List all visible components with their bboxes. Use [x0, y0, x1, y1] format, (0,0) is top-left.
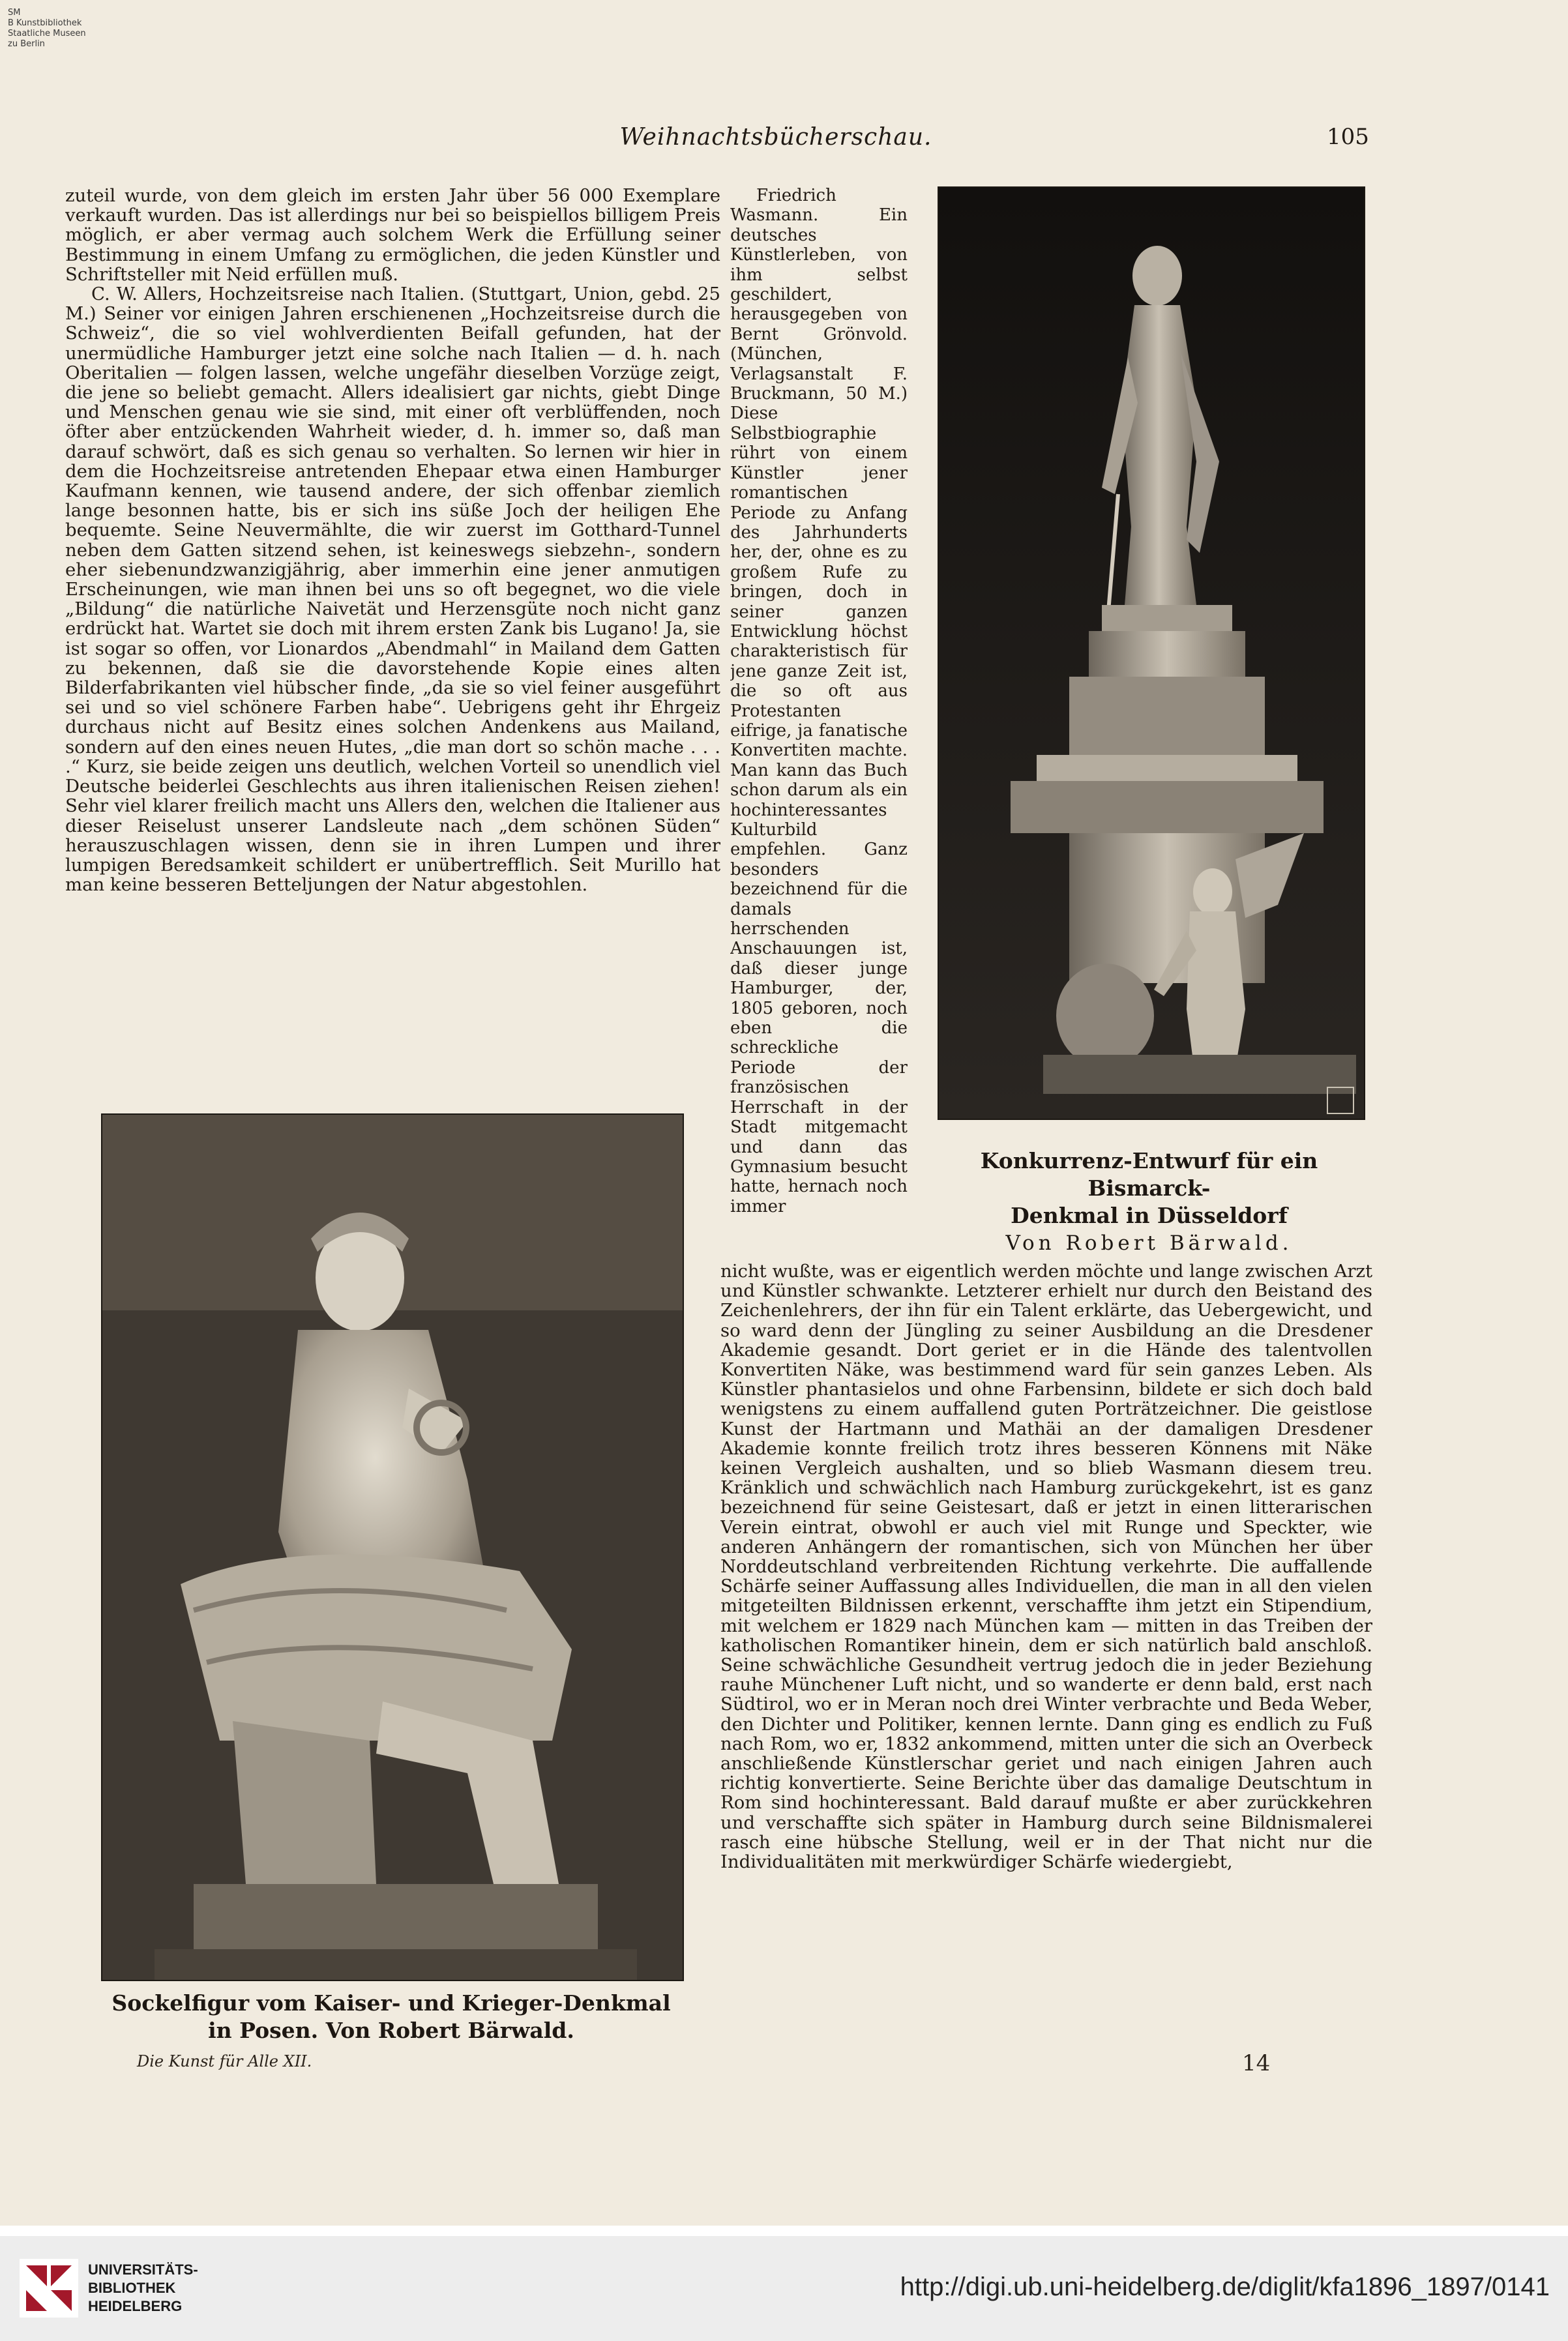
library-name	[88, 2261, 198, 2316]
sockel-figure-photo	[101, 1113, 684, 1981]
running-header	[65, 124, 1369, 163]
sockel-caption	[101, 1990, 681, 2044]
caption-line: Denkmal in Düsseldorf	[1011, 1203, 1288, 1228]
stamp-line: B Kunstbibliothek	[8, 18, 82, 28]
library-stamp	[8, 8, 138, 50]
library-footer-bar	[0, 2236, 1568, 2341]
stamp-line: Staatliche Museen	[8, 29, 86, 38]
paragraph: nicht wußte, was er eigentlich werden möchte und lange zwischen Arzt und Künstler schwankte. Letzterer erhielt nur durch den Beistand des Zeichenlehrers, der ihn für ein Talent erklärte, das Uebergewicht, und so ward denn der Jüngling zu seiner Ausbildung an die Dresdener Akademie gesandt. Dort geriet er in die Hände des talentvollen Konvertiten Näke, was bestimmend ward für sein ganzes Leben. Als Künstler phantasielos und ohne Farbensinn, bildete er sich doch bald wenigstens zu einem auffallend guten Porträtzeichner. Die geistlose Kunst der Hartmann und Mathäi an der damaligen Dresdener Akademie konnte freilich trotz ihres besseren Könnens mit Näke keinen Vergleich aushalten, und so blieb Wasmann diesem treu. Kränklich und schwächlich nach Hamburg zurückgekehrt, ist es ganz bezeichnend für seine Geistesart, daß er jetzt in einen litterarischen Verein eintrat, obwohl er auch viel mit Runge und Speckter, wie anderen Anhängern der romantischen, sich von München her über Norddeutschland verbreitenden Richtung verkehrte. Die auffallende Schärfe seiner Auffassung alles Individuellen, die man in all den vielen mitgeteilten Bildnissen erkennt, verschaffte ihm jetzt ein Stipendium, mit welchem er 1829 nach München kam — mitten in das Treiben der katholischen Romantiker hinein, dem er sich natürlich bald anschloß. Seine schwächliche Gesundheit vertrug jedoch die in jeder Beziehung rauhe Münchener Luft nicht, und so wanderte er denn bald, erst nach Südtirol, wo er in Meran noch drei Winter verbrachte und Beda Weber, den Dichter und Politiker, kennen lernte. Dann ging es endlich zu Fuß nach Rom, wo er, 1832 ankommend, mitten unter die sich an Overbeck anschließende Künstlerschar geriet und nach einigen Jahren auch richtig konvertierte. Seine Berichte über das damalige Deutschtum in Rom sind hochinteressant. Bald darauf mußte er aber zurückkehren und verschaffte sich später in Hamburg durch seine Bildnismalerei rasch eine hübsche Stellung, weil er in der That nicht nur die Individualitäten mit merkwürdiger Schärfe wiedergiebt,	[720, 1261, 1372, 1873]
permalink-url[interactable]: http://digi.ub.uni-heidelberg.de/diglit/kfa1896_1897/0141	[900, 2273, 1550, 2301]
narrow-column-text	[730, 186, 908, 1258]
left-column-text	[65, 186, 720, 1085]
seated-figure-illustration	[102, 1115, 683, 1980]
library-name-line: BIBLIOTHEK	[88, 2280, 176, 2296]
header-title: Weihnachtsbücherschau.	[619, 124, 932, 151]
paragraph: C. W. Allers, Hochzeitsreise nach Italien. (Stuttgart, Union, gebd. 25 M.) Seiner vor einigen Jahren erschienenen „Hochzeitsreise durch die Schweiz“, die so viel wohlverdienten Beifall gefunden, hat der unermüdliche Hamburger jetzt eine solche nach Italien — d. h. nach Oberitalien — folgen lassen, welche ungefähr dieselben Vorzüge zeigt, die jene so beliebt gemacht. Allers idealisiert gar nichts, giebt Dinge und Menschen genau wie sie sind, mit einer oft verblüffenden, noch öfter aber entzückenden Wahrheit wieder, d. h. immer so, daß man darauf schwört, daß es sich genau so verhalten. So lernen wir hier in dem die Hochzeitsreise antretenden Ehepaar etwa einen Hamburger Kaufmann kennen, wie tausend andere, der sich offenbar ziemlich lange besonnen hatte, bis er sich ins süße Joch der heiligen Ehe bequemte. Seine Neuvermählte, die wir zuerst im Gotthard-Tunnel neben dem Gatten sitzend sehen, ist keineswegs siebzehn-, sondern eher siebenundzwanzigjährig, aber immerhin eine jener anmutigen Erscheinungen, wie man ihnen bei uns so oft begegnet, wo die viele „Bildung“ die natürliche Naivetät und Herzensgüte noch nicht ganz erdrückt hat. Wartet sie doch mit ihrem ersten Zank bis Lugano! Ja, sie ist sogar so offen, vor Lionardos „Abendmahl“ in Mailand dem Gatten zu bekennen, daß sie die davorstehende Kopie eines alten Bilderfabrikanten viel hübscher finde, „da sie so viel feiner ausgeführt sei und so viel schönere Farben habe“. Uebrigens geht ihr Ehrgeiz durchaus nicht auf Besitz eines solchen Andenkens aus Mailand, sondern auf den eines neuen Hutes, „die man dort so schön mache . . . .“ Kurz, sie beide zeigen uns deutlich, welchen Vorteil so unendlich viel Deutsche beiderlei Geschlechts aus ihren italienischen Reisen ziehen! Sehr viel klarer freilich macht uns Allers den, welchen die Italiener aus dieser Reiselust unserer Landsleute nach „dem schönen Süden“ herauszuschlagen wissen, denn sie in ihren Lumpen und ihrer lumpigen Beredsamkeit schildert er unübertrefflich. Seit Murillo hat man keine besseren Betteljungen der Natur abgestohlen.	[65, 284, 720, 896]
stamp-line: SM	[8, 8, 21, 18]
caption-author: Von Robert Bärwald.	[1005, 1231, 1293, 1255]
bottom-column-text	[720, 1261, 1372, 2011]
university-library-logo-icon	[20, 2259, 78, 2318]
bismarck-monument-photo	[938, 186, 1365, 1120]
library-name-line: UNIVERSITÄTS-	[88, 2261, 198, 2278]
bismarck-monument-illustration	[939, 188, 1364, 1119]
paragraph: zuteil wurde, von dem gleich im ersten Jahr über 56 000 Exemplare verkauft wurden. Das ist allerdings nur bei so beispiellos billigem Preis möglich, er aber vermag auch solchem Werk die Erfüllung seiner Bestimmung in einem Umfang zu ermöglichen, die jeden Künstler und Schriftsteller mit Neid erfüllen muß.	[65, 186, 720, 285]
signature-mark: 14	[1242, 2050, 1271, 2076]
bismarck-caption	[919, 1147, 1379, 1257]
stamp-line: zu Berlin	[8, 39, 45, 49]
caption-line: in Posen. Von Robert Bärwald.	[208, 2018, 574, 2043]
journal-footer: Die Kunst für Alle XII.	[137, 2052, 312, 2070]
caption-line: Sockelfigur vom Kaiser- und Krieger-Denkmal	[111, 1990, 671, 2016]
caption-line: Konkurrenz-Entwurf für ein Bismarck-	[980, 1148, 1318, 1201]
paragraph: Friedrich Wasmann. Ein deutsches Künstlerleben, von ihm selbst geschildert, herausgegeben von Bernt Grönvold. (München, Verlagsanstalt F. Bruckmann, 50 M.) Diese Selbstbiographie rührt von einem Künstler jener romantischen Periode zu Anfang des Jahrhunderts her, der, ohne es zu großem Rufe zu bringen, doch in seiner ganzen Entwicklung höchst charakteristisch für jene ganze Zeit ist, die so oft aus Protestanten eifrige, ja fanatische Konvertiten machte. Man kann das Buch schon darum als ein hochinteressantes Kulturbild empfehlen. Ganz besonders bezeichnend für die damals herrschenden Anschauungen ist, daß dieser junge Hamburger, der, 1805 geboren, noch eben die schreckliche Periode der französischen Herrschaft in der Stadt mitgemacht und dann das Gymnasium besucht hatte, hernach noch immer	[730, 186, 908, 1216]
page-number: 105	[1327, 124, 1369, 150]
library-name-line: HEIDELBERG	[88, 2298, 183, 2314]
